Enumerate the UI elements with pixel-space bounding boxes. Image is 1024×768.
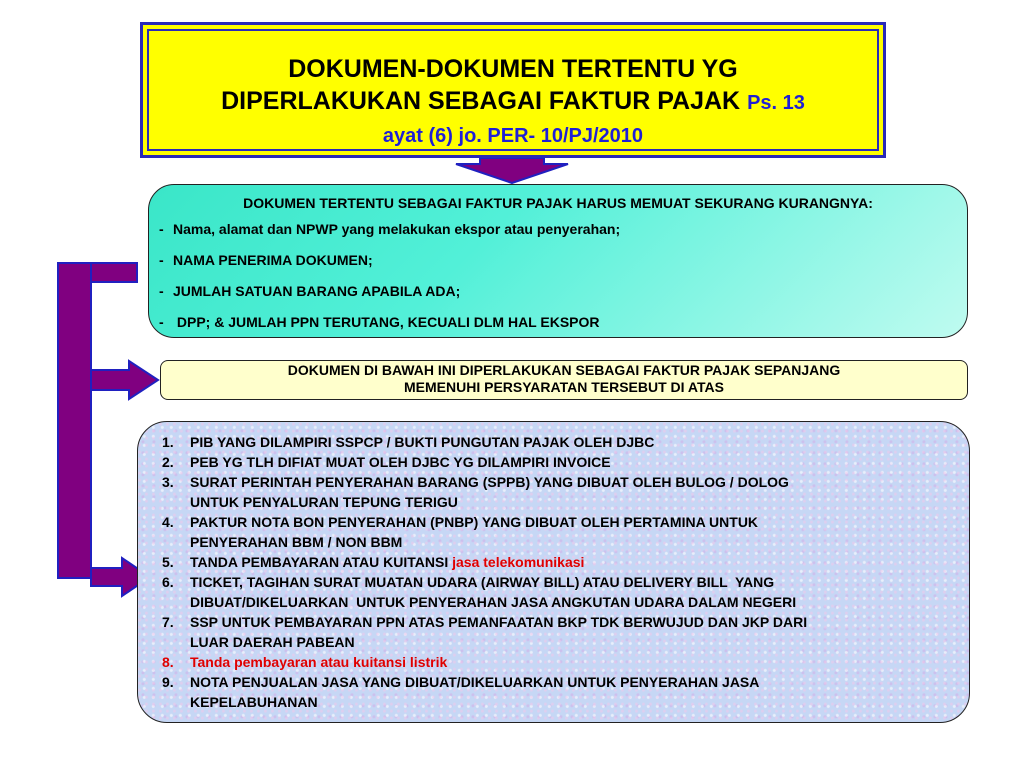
title-line-1: DOKUMEN-DOKUMEN TERTENTU YG — [288, 55, 738, 83]
requirements-heading: DOKUMEN TERTENTU SEBAGAI FAKTUR PAJAK HARUS MEMUAT SEKURANG KURANGNYA: — [243, 195, 873, 211]
requirement-item: - JUMLAH SATUAN BARANG APABILA ADA; — [159, 283, 461, 299]
requirement-item: - DPP; & JUMLAH PPN TERUTANG, KECUALI DLM HAL EKSPOR — [159, 314, 600, 330]
title-line-2-text: DIPERLAKUKAN SEBAGAI FAKTUR PAJAK — [221, 87, 741, 115]
highlight-text: jasa telekomunikasi — [452, 554, 585, 570]
list-item-highlight: 8. Tanda pembayaran atau kuitansi listrik — [162, 654, 448, 670]
document-list — [162, 432, 962, 712]
down-arrow-icon — [452, 158, 572, 184]
list-item: 3. SURAT PERINTAH PENYERAHAN BARANG (SPPB) YANG DIBUAT OLEH BULOG / DOLOG UNTUK PENYALURAN TEPUNG TERIGU — [162, 474, 789, 510]
title-box — [140, 22, 886, 158]
requirements-box — [148, 184, 968, 338]
requirement-item: - NAMA PENERIMA DOKUMEN; — [159, 252, 373, 268]
list-item: 6. TICKET, TAGIHAN SURAT MUATAN UDARA (AIRWAY BILL) ATAU DELIVERY BILL YANG DIBUAT/DIKELUARKAN UNTUK PENYERAHAN JASA ANGKUTAN UDARA DALAM NEGERI — [162, 574, 797, 610]
list-item: 7. SSP UNTUK PEMBAYARAN PPN ATAS PEMANFAATAN BKP TDK BERWUJUD DAN JKP DARI LUAR DAERAH PABEAN — [162, 614, 808, 650]
title-reference-ps: Ps. 13 — [747, 92, 805, 114]
list-item: 9. NOTA PENJUALAN JASA YANG DIBUAT/DIKELUARKAN UNTUK PENYERAHAN JASA KEPELABUHANAN — [162, 674, 760, 710]
title-line-3: ayat (6) jo. PER- 10/PJ/2010 — [382, 125, 644, 147]
list-item: 5. TANDA PEMBAYARAN ATAU KUITANSI jasa telekomunikasi — [162, 554, 585, 570]
list-item: 1. PIB YANG DILAMPIRI SSPCP / BUKTI PUNGUTAN PAJAK OLEH DJBC — [162, 434, 655, 450]
requirement-item: - Nama, alamat dan NPWP yang melakukan ekspor atau penyerahan; — [159, 221, 621, 237]
condition-note-box — [160, 360, 968, 400]
condition-note-line-2: MEMENUHI PERSYARATAN TERSEBUT DI ATAS — [404, 379, 724, 395]
connector-vertical-bar — [58, 263, 91, 578]
document-list-box — [137, 421, 970, 723]
arrow-to-box2-icon — [91, 361, 158, 399]
list-item: 2. PEB YG TLH DIFIAT MUAT OLEH DJBC YG DILAMPIRI INVOICE — [162, 454, 611, 470]
connector-top-bar — [91, 263, 137, 282]
condition-note-line-1: DOKUMEN DI BAWAH INI DIPERLAKUKAN SEBAGAI FAKTUR PAJAK SEPANJANG — [287, 362, 841, 378]
list-item: 4. PAKTUR NOTA BON PENYERAHAN (PNBP) YANG DIBUAT OLEH PERTAMINA UNTUK PENYERAHAN BBM / NON BBM — [162, 514, 759, 550]
title-line-2 — [143, 85, 883, 119]
